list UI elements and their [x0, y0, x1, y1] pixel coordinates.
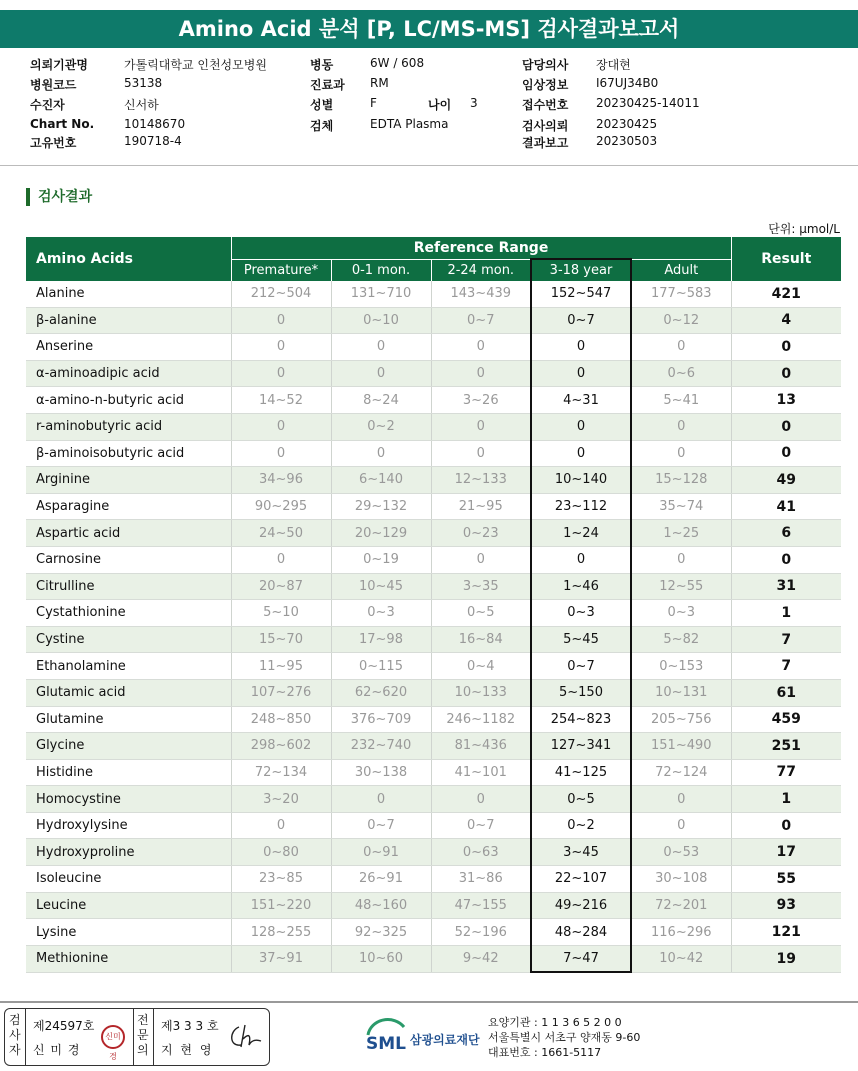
reference-range: 20~87 — [231, 573, 331, 600]
amino-acid-name: Asparagine — [26, 493, 231, 520]
reference-range: 0~12 — [631, 307, 731, 334]
reference-range-3-18-year: 3~45 — [531, 839, 631, 866]
reference-range: 0~63 — [431, 839, 531, 866]
amino-acid-name: Citrulline — [26, 573, 231, 600]
reference-range: 0 — [231, 812, 331, 839]
amino-acid-name: Cystine — [26, 626, 231, 653]
reference-range: 116~296 — [631, 919, 731, 946]
reference-range: 0~7 — [331, 812, 431, 839]
amino-acid-name: Methionine — [26, 945, 231, 972]
reference-range: 0~7 — [431, 307, 531, 334]
amino-acid-name: Glutamic acid — [26, 679, 231, 706]
table-row — [26, 866, 841, 893]
info-divider — [0, 165, 858, 166]
reference-range: 9~42 — [431, 945, 531, 972]
reference-range-3-18-year: 0~5 — [531, 786, 631, 813]
doctor-name: 지 현 영 — [161, 1043, 214, 1057]
reference-range: 212~504 — [231, 281, 331, 307]
table-row — [26, 892, 841, 919]
reference-range-3-18-year: 254~823 — [531, 706, 631, 733]
table-row — [26, 653, 841, 680]
reference-range: 0~6 — [631, 360, 731, 387]
result-value: 7 — [731, 653, 841, 680]
amino-acid-name: β-alanine — [26, 307, 231, 334]
table-row — [26, 493, 841, 520]
reference-range: 30~138 — [331, 759, 431, 786]
reference-range: 0 — [331, 786, 431, 813]
reference-range-3-18-year: 0 — [531, 413, 631, 440]
reference-range: 10~131 — [631, 679, 731, 706]
info-col1-label: 의뢰기관명 — [30, 58, 88, 72]
reference-range: 11~95 — [231, 653, 331, 680]
reference-range: 0~2 — [331, 413, 431, 440]
reference-range: 0~7 — [431, 812, 531, 839]
reference-range: 151~220 — [231, 892, 331, 919]
reference-range: 0~115 — [331, 653, 431, 680]
info-col2-label: 병동 — [310, 58, 334, 72]
reference-range-3-18-year: 0 — [531, 334, 631, 361]
result-value: 61 — [731, 679, 841, 706]
tester-number: 제24597호 — [33, 1019, 95, 1033]
info-col3-value: 20230425-14011 — [596, 96, 700, 110]
reference-range: 6~140 — [331, 467, 431, 494]
logo-icon — [362, 1017, 410, 1057]
table-row — [26, 786, 841, 813]
result-value: 1 — [731, 786, 841, 813]
amino-acid-name: Hydroxylysine — [26, 812, 231, 839]
reference-range: 20~129 — [331, 520, 431, 547]
table-row — [26, 812, 841, 839]
reference-range: 0 — [331, 334, 431, 361]
result-value: 77 — [731, 759, 841, 786]
reference-range-3-18-year: 5~150 — [531, 679, 631, 706]
table-row — [26, 360, 841, 387]
section-title: 검사결과 — [26, 188, 92, 206]
tester-stamp: 신미경 — [101, 1025, 125, 1049]
reference-range: 131~710 — [331, 281, 431, 307]
reference-range: 0~3 — [331, 600, 431, 627]
reference-range: 376~709 — [331, 706, 431, 733]
reference-range: 0~80 — [231, 839, 331, 866]
amino-acid-name: Carnosine — [26, 546, 231, 573]
reference-range: 81~436 — [431, 733, 531, 760]
amino-acid-name: Arginine — [26, 467, 231, 494]
table-row — [26, 334, 841, 361]
result-value: 17 — [731, 839, 841, 866]
reference-range: 151~490 — [631, 733, 731, 760]
reference-range: 0 — [231, 307, 331, 334]
reference-range: 107~276 — [231, 679, 331, 706]
table-row — [26, 733, 841, 760]
table-row — [26, 520, 841, 547]
info-col1-label: Chart No. — [30, 117, 95, 131]
reference-range-3-18-year: 152~547 — [531, 281, 631, 307]
reference-range: 90~295 — [231, 493, 331, 520]
reference-range: 0~19 — [331, 546, 431, 573]
subheader-0: Premature* — [231, 259, 331, 281]
subheader-3: 3-18 year — [531, 259, 631, 281]
reference-range-3-18-year: 1~24 — [531, 520, 631, 547]
subheader-2: 2-24 mon. — [431, 259, 531, 281]
tester-name: 신 미 경 — [33, 1043, 81, 1057]
amino-acid-name: Leucine — [26, 892, 231, 919]
result-value: 31 — [731, 573, 841, 600]
reference-range-3-18-year: 48~284 — [531, 919, 631, 946]
result-value: 4 — [731, 307, 841, 334]
reference-range: 72~124 — [631, 759, 731, 786]
reference-range: 62~620 — [331, 679, 431, 706]
reference-range: 0 — [231, 334, 331, 361]
reference-range: 0 — [431, 786, 531, 813]
result-value: 0 — [731, 546, 841, 573]
amino-acid-name: r-aminobutyric acid — [26, 413, 231, 440]
amino-acid-name: α-amino-n-butyric acid — [26, 387, 231, 414]
reference-range-3-18-year: 7~47 — [531, 945, 631, 972]
subheader-1: 0-1 mon. — [331, 259, 431, 281]
reference-range: 205~756 — [631, 706, 731, 733]
reference-range: 0 — [231, 440, 331, 467]
reference-range: 29~132 — [331, 493, 431, 520]
reference-range: 12~133 — [431, 467, 531, 494]
amino-acid-name: Homocystine — [26, 786, 231, 813]
unit-label: 단위: μmol/L — [768, 222, 840, 236]
info-col3-value: 20230425 — [596, 117, 658, 131]
result-value: 49 — [731, 467, 841, 494]
table-row — [26, 919, 841, 946]
reference-range: 10~45 — [331, 573, 431, 600]
doctor-label: 전문의 — [137, 1013, 149, 1057]
reference-range: 1~25 — [631, 520, 731, 547]
reference-range: 10~133 — [431, 679, 531, 706]
table-row — [26, 839, 841, 866]
reference-range: 16~84 — [431, 626, 531, 653]
reference-range: 37~91 — [231, 945, 331, 972]
result-value: 0 — [731, 812, 841, 839]
amino-acid-name: Cystathionine — [26, 600, 231, 627]
reference-range: 26~91 — [331, 866, 431, 893]
reference-range: 0~5 — [431, 600, 531, 627]
reference-range: 128~255 — [231, 919, 331, 946]
reference-range: 0 — [431, 360, 531, 387]
info-col1-label: 병원코드 — [30, 78, 77, 92]
reference-range: 0 — [331, 360, 431, 387]
amino-acid-name: Glutamine — [26, 706, 231, 733]
tester-label: 검사자 — [9, 1013, 21, 1057]
result-value: 121 — [731, 919, 841, 946]
reference-range: 0~53 — [631, 839, 731, 866]
result-value: 0 — [731, 440, 841, 467]
result-value: 0 — [731, 413, 841, 440]
reference-range: 0 — [631, 440, 731, 467]
table-row — [26, 945, 841, 972]
table-row — [26, 573, 841, 600]
info-col2-label: 성별 — [310, 98, 334, 112]
reference-range: 31~86 — [431, 866, 531, 893]
result-value: 93 — [731, 892, 841, 919]
reference-range: 5~10 — [231, 600, 331, 627]
amino-acid-name: Isoleucine — [26, 866, 231, 893]
reference-range: 0~153 — [631, 653, 731, 680]
table-row — [26, 546, 841, 573]
info-col2-value: EDTA Plasma — [370, 117, 449, 131]
reference-range: 72~201 — [631, 892, 731, 919]
reference-range: 34~96 — [231, 467, 331, 494]
reference-range: 15~70 — [231, 626, 331, 653]
result-value: 459 — [731, 706, 841, 733]
info-col1-value: 53138 — [124, 76, 163, 90]
reference-range: 0 — [631, 413, 731, 440]
age-value: 3 — [470, 96, 478, 110]
reference-range: 10~42 — [631, 945, 731, 972]
reference-range: 35~74 — [631, 493, 731, 520]
reference-range-3-18-year: 4~31 — [531, 387, 631, 414]
reference-range: 72~134 — [231, 759, 331, 786]
result-value: 421 — [731, 281, 841, 307]
reference-range: 3~35 — [431, 573, 531, 600]
results-table — [26, 237, 841, 973]
doctor-signature — [227, 1021, 263, 1051]
result-value: 1 — [731, 600, 841, 627]
reference-range: 48~160 — [331, 892, 431, 919]
info-col2-label: 검체 — [310, 119, 334, 133]
reference-range: 0 — [431, 440, 531, 467]
doctor-number: 제3 3 3 호 — [161, 1019, 219, 1033]
reference-range: 0 — [631, 334, 731, 361]
reference-range: 0~91 — [331, 839, 431, 866]
header-reference-range: Reference Range — [231, 237, 731, 259]
signature-box — [4, 1008, 270, 1066]
info-col3-label: 결과보고 — [522, 136, 569, 150]
report-title: Amino Acid 분석 [P, LC/MS-MS] 검사결과보고서 — [0, 10, 858, 48]
reference-range: 3~20 — [231, 786, 331, 813]
amino-acid-name: β-aminoisobutyric acid — [26, 440, 231, 467]
result-value: 0 — [731, 334, 841, 361]
amino-acid-name: Aspartic acid — [26, 520, 231, 547]
reference-range: 0 — [631, 786, 731, 813]
result-value: 19 — [731, 945, 841, 972]
reference-range-3-18-year: 1~46 — [531, 573, 631, 600]
age-label: 나이 — [428, 98, 452, 112]
reference-range-3-18-year: 0 — [531, 546, 631, 573]
reference-range: 0 — [631, 812, 731, 839]
svg-text:SML: SML — [366, 1034, 406, 1054]
reference-range-3-18-year: 10~140 — [531, 467, 631, 494]
table-row — [26, 626, 841, 653]
info-col3-label: 접수번호 — [522, 98, 569, 112]
info-col3-label: 담당의사 — [522, 58, 569, 72]
table-row — [26, 679, 841, 706]
reference-range: 15~128 — [631, 467, 731, 494]
reference-range: 0 — [331, 440, 431, 467]
reference-range: 0~10 — [331, 307, 431, 334]
reference-range: 52~196 — [431, 919, 531, 946]
result-value: 55 — [731, 866, 841, 893]
table-row — [26, 387, 841, 414]
table-row — [26, 413, 841, 440]
info-col1-value: 신서하 — [124, 98, 159, 112]
reference-range: 248~850 — [231, 706, 331, 733]
info-col2-value: 6W / 608 — [370, 56, 425, 70]
reference-range: 246~1182 — [431, 706, 531, 733]
reference-range-3-18-year: 0 — [531, 440, 631, 467]
info-col3-value: 20230503 — [596, 134, 658, 148]
subheader-4: Adult — [631, 259, 731, 281]
reference-range: 41~101 — [431, 759, 531, 786]
result-value: 251 — [731, 733, 841, 760]
reference-range: 24~50 — [231, 520, 331, 547]
amino-acid-name: Alanine — [26, 281, 231, 307]
org-address-line: 서울특별시 서초구 양재동 9-60 — [488, 1031, 641, 1044]
reference-range-3-18-year: 0~2 — [531, 812, 631, 839]
table-row — [26, 307, 841, 334]
reference-range: 177~583 — [631, 281, 731, 307]
info-col3-label: 검사의뢰 — [522, 119, 569, 133]
reference-range-3-18-year: 22~107 — [531, 866, 631, 893]
org-address — [488, 1015, 640, 1060]
table-row — [26, 440, 841, 467]
reference-range: 14~52 — [231, 387, 331, 414]
header-result: Result — [731, 237, 841, 281]
amino-acid-name: Ethanolamine — [26, 653, 231, 680]
patient-info — [0, 56, 858, 152]
reference-range: 10~60 — [331, 945, 431, 972]
footer — [0, 1003, 858, 1071]
info-col2-value: F — [370, 96, 377, 110]
result-value: 7 — [731, 626, 841, 653]
reference-range: 12~55 — [631, 573, 731, 600]
result-value: 6 — [731, 520, 841, 547]
reference-range: 23~85 — [231, 866, 331, 893]
org-phone: 대표번호 : 1661-5117 — [488, 1046, 602, 1059]
result-value: 13 — [731, 387, 841, 414]
reference-range-3-18-year: 41~125 — [531, 759, 631, 786]
reference-range: 47~155 — [431, 892, 531, 919]
info-col1-label: 고유번호 — [30, 136, 77, 150]
amino-acid-name: Hydroxyproline — [26, 839, 231, 866]
info-col3-value: I67UJ34B0 — [596, 76, 659, 90]
info-col3-label: 임상정보 — [522, 78, 569, 92]
reference-range-3-18-year: 0~7 — [531, 653, 631, 680]
reference-range-3-18-year: 23~112 — [531, 493, 631, 520]
reference-range: 92~325 — [331, 919, 431, 946]
reference-range: 21~95 — [431, 493, 531, 520]
reference-range-3-18-year: 0 — [531, 360, 631, 387]
reference-range: 0 — [231, 360, 331, 387]
header-amino-acids: Amino Acids — [26, 237, 231, 281]
info-col1-label: 수진자 — [30, 98, 65, 112]
result-value: 0 — [731, 360, 841, 387]
info-col1-value: 10148670 — [124, 117, 186, 131]
org-name: 삼광의료재단 — [410, 1033, 480, 1047]
table-row — [26, 600, 841, 627]
reference-range: 0 — [431, 413, 531, 440]
reference-range-3-18-year: 49~216 — [531, 892, 631, 919]
table-row — [26, 467, 841, 494]
reference-range: 0 — [231, 413, 331, 440]
reference-range: 0~4 — [431, 653, 531, 680]
reference-range: 30~108 — [631, 866, 731, 893]
reference-range: 0 — [431, 546, 531, 573]
amino-acid-name: Anserine — [26, 334, 231, 361]
reference-range: 0 — [631, 546, 731, 573]
info-col3-value: 장대현 — [596, 58, 631, 72]
info-col2-label: 진료과 — [310, 78, 345, 92]
reference-range-3-18-year: 0~7 — [531, 307, 631, 334]
amino-acid-name: Lysine — [26, 919, 231, 946]
table-row — [26, 281, 841, 307]
result-value: 41 — [731, 493, 841, 520]
reference-range-3-18-year: 0~3 — [531, 600, 631, 627]
reference-range: 8~24 — [331, 387, 431, 414]
reference-range: 17~98 — [331, 626, 431, 653]
reference-range: 3~26 — [431, 387, 531, 414]
info-col2-value: RM — [370, 76, 389, 90]
info-col1-value: 가톨릭대학교 인천성모병원 — [124, 58, 267, 72]
reference-range: 143~439 — [431, 281, 531, 307]
reference-range: 0 — [431, 334, 531, 361]
reference-range: 298~602 — [231, 733, 331, 760]
reference-range: 232~740 — [331, 733, 431, 760]
reference-range-3-18-year: 5~45 — [531, 626, 631, 653]
reference-range: 0~3 — [631, 600, 731, 627]
reference-range: 5~41 — [631, 387, 731, 414]
amino-acid-name: Histidine — [26, 759, 231, 786]
table-row — [26, 706, 841, 733]
reference-range-3-18-year: 127~341 — [531, 733, 631, 760]
table-row — [26, 759, 841, 786]
reference-range: 0 — [231, 546, 331, 573]
amino-acid-name: Glycine — [26, 733, 231, 760]
reference-range: 0~23 — [431, 520, 531, 547]
org-code: 요양기관 : 1 1 3 6 5 2 0 0 — [488, 1016, 622, 1029]
amino-acid-name: α-aminoadipic acid — [26, 360, 231, 387]
reference-range: 5~82 — [631, 626, 731, 653]
info-col1-value: 190718-4 — [124, 134, 182, 148]
